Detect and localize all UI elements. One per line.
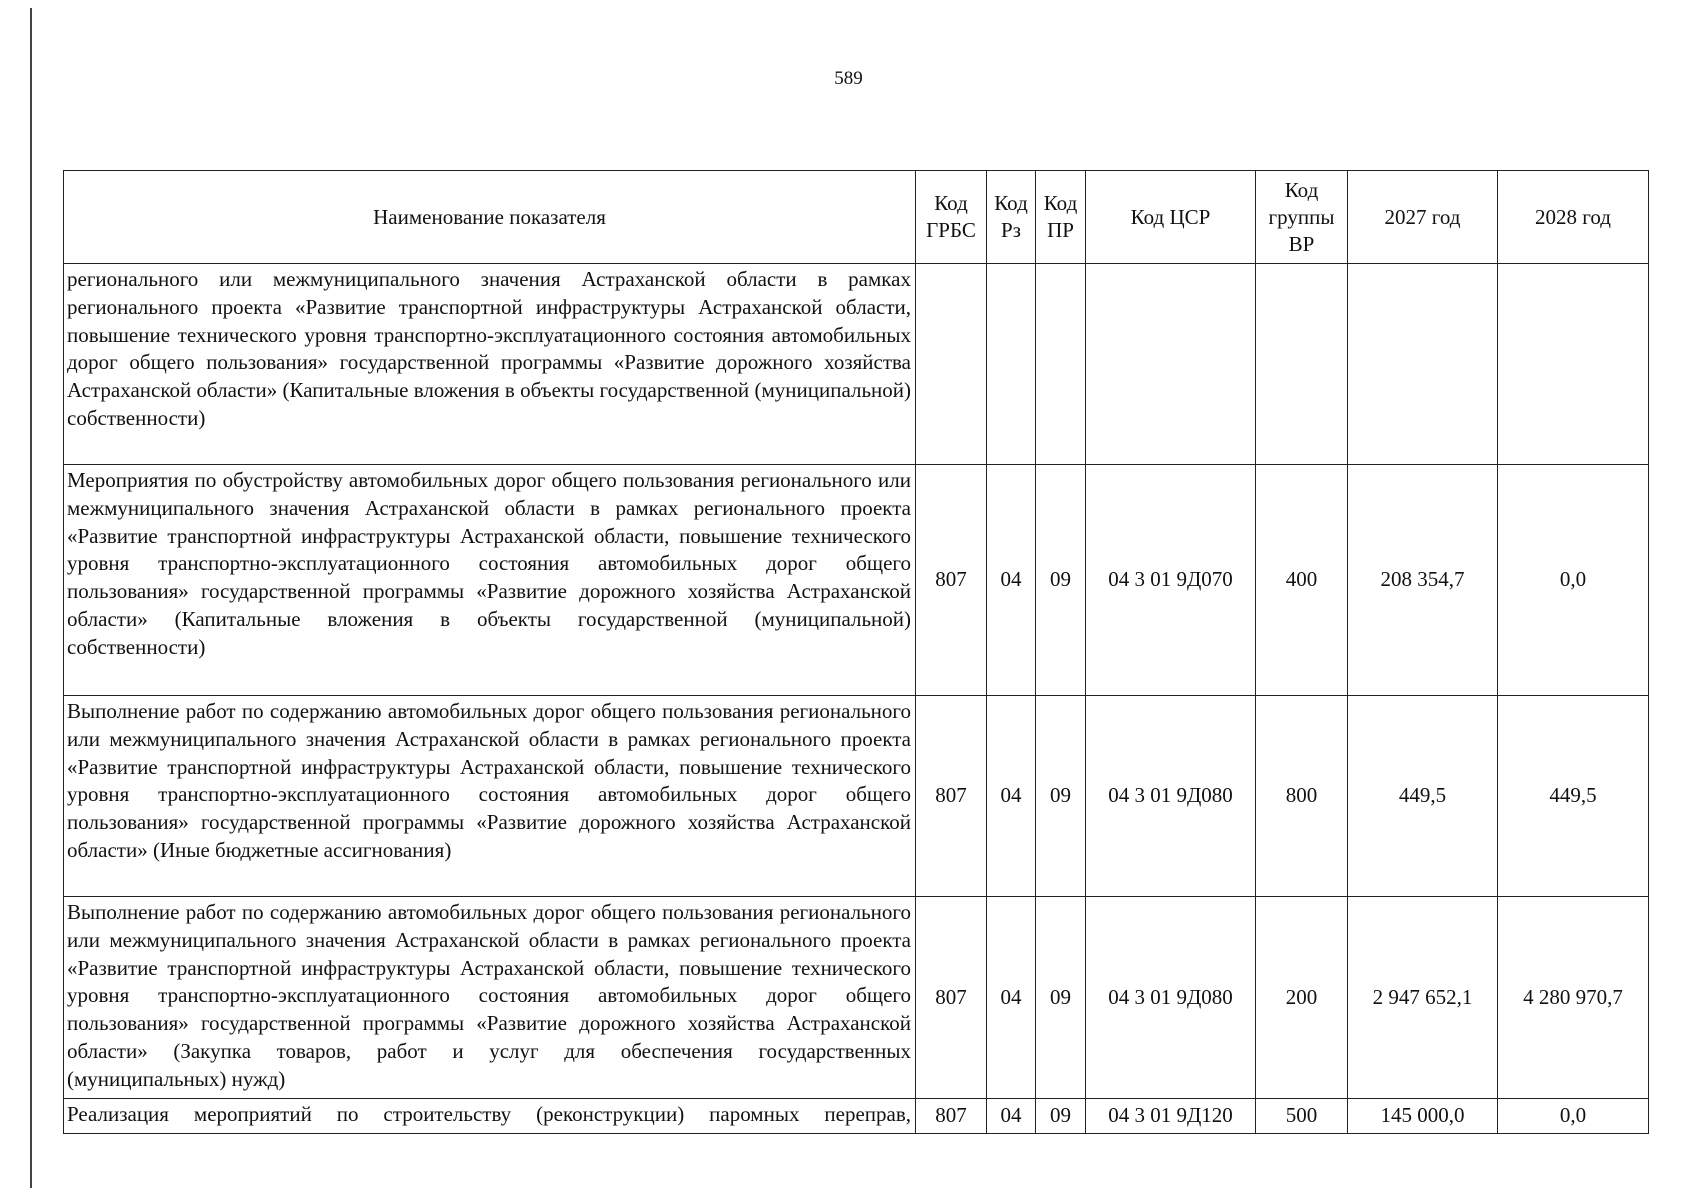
row-vr: 200 bbox=[1256, 897, 1348, 1099]
row-vr bbox=[1256, 264, 1348, 465]
table-row bbox=[64, 264, 1649, 465]
row-2028: 449,5 bbox=[1498, 696, 1649, 897]
row-name: Реализация мероприятий по строительству (реконструкции) паромных переправ, bbox=[64, 1099, 916, 1134]
row-2028 bbox=[1498, 264, 1649, 465]
row-2028: 4 280 970,7 bbox=[1498, 897, 1649, 1099]
header-rz: Код Рз bbox=[987, 171, 1036, 264]
row-csr bbox=[1086, 264, 1256, 465]
header-vr: Код группы ВР bbox=[1256, 171, 1348, 264]
row-grbs: 807 bbox=[916, 1099, 987, 1134]
table-row bbox=[64, 696, 1649, 897]
table-row bbox=[64, 465, 1649, 696]
budget-table bbox=[63, 170, 1649, 1134]
row-vr: 500 bbox=[1256, 1099, 1348, 1134]
row-name: Выполнение работ по содержанию автомобильных дорог общего пользования регионального или межмуниципального значения Астраханской области в рамках регионального проекта «Развитие транспортной инфраструктуры Астраханской области, повышение технического уровня транспортно-эксплуатационного состояния автомобильных дорог общего пользования» государственной программы «Развитие дорожного хозяйства Астраханской области» (Закупка товаров, работ и услуг для обеспечения государственных (муниципальных) нужд) bbox=[64, 897, 916, 1099]
header-grbs: Код ГРБС bbox=[916, 171, 987, 264]
row-pr: 09 bbox=[1036, 696, 1086, 897]
row-2027: 145 000,0 bbox=[1348, 1099, 1498, 1134]
row-grbs: 807 bbox=[916, 897, 987, 1099]
row-rz: 04 bbox=[987, 1099, 1036, 1134]
row-2027: 449,5 bbox=[1348, 696, 1498, 897]
header-2028: 2028 год bbox=[1498, 171, 1649, 264]
header-pr: Код ПР bbox=[1036, 171, 1086, 264]
row-grbs: 807 bbox=[916, 696, 987, 897]
row-pr bbox=[1036, 264, 1086, 465]
row-2027 bbox=[1348, 264, 1498, 465]
row-rz: 04 bbox=[987, 465, 1036, 696]
table-row bbox=[64, 1099, 1649, 1134]
header-2027: 2027 год bbox=[1348, 171, 1498, 264]
header-csr: Код ЦСР bbox=[1086, 171, 1256, 264]
header-name: Наименование показателя bbox=[64, 171, 916, 264]
row-name: Выполнение работ по содержанию автомобильных дорог общего пользования регионального или межмуниципального значения Астраханской области в рамках регионального проекта «Развитие транспортной инфраструктуры Астраханской области, повышение технического уровня транспортно-эксплуатационного состояния автомобильных дорог общего пользования» государственной программы «Развитие дорожного хозяйства Астраханской области» (Иные бюджетные ассигнования) bbox=[64, 696, 916, 897]
page-number: 589 bbox=[834, 68, 863, 89]
row-2027: 208 354,7 bbox=[1348, 465, 1498, 696]
row-name: Мероприятия по обустройству автомобильных дорог общего пользования регионального или межмуниципального значения Астраханской области в рамках регионального проекта «Развитие транспортной инфраструктуры Астраханской области, повышение технического уровня транспортно-эксплуатационного состояния автомобильных дорог общего пользования» государственной программы «Развитие дорожного хозяйства Астраханской области» (Капитальные вложения в объекты государственной (муниципальной) собственности) bbox=[64, 465, 916, 696]
row-csr: 04 3 01 9Д120 bbox=[1086, 1099, 1256, 1134]
row-csr: 04 3 01 9Д080 bbox=[1086, 696, 1256, 897]
row-2027: 2 947 652,1 bbox=[1348, 897, 1498, 1099]
row-2028: 0,0 bbox=[1498, 1099, 1649, 1134]
row-name: регионального или межмуниципального значения Астраханской области в рамках регионального проекта «Развитие транспортной инфраструктуры Астраханской области, повышение технического уровня транспортно-эксплуатационного состояния автомобильных дорог общего пользования» государственной программы «Развитие дорожного хозяйства Астраханской области» (Капитальные вложения в объекты государственной (муниципальной) собственности) bbox=[64, 264, 916, 465]
row-rz: 04 bbox=[987, 696, 1036, 897]
row-pr: 09 bbox=[1036, 1099, 1086, 1134]
table-header-row bbox=[64, 171, 1649, 264]
row-2028: 0,0 bbox=[1498, 465, 1649, 696]
row-rz: 04 bbox=[987, 897, 1036, 1099]
row-csr: 04 3 01 9Д070 bbox=[1086, 465, 1256, 696]
row-rz bbox=[987, 264, 1036, 465]
row-pr: 09 bbox=[1036, 465, 1086, 696]
row-pr: 09 bbox=[1036, 897, 1086, 1099]
table-row bbox=[64, 897, 1649, 1099]
row-vr: 800 bbox=[1256, 696, 1348, 897]
row-vr: 400 bbox=[1256, 465, 1348, 696]
page-binding-line bbox=[30, 8, 32, 1188]
row-csr: 04 3 01 9Д080 bbox=[1086, 897, 1256, 1099]
row-grbs bbox=[916, 264, 987, 465]
row-grbs: 807 bbox=[916, 465, 987, 696]
